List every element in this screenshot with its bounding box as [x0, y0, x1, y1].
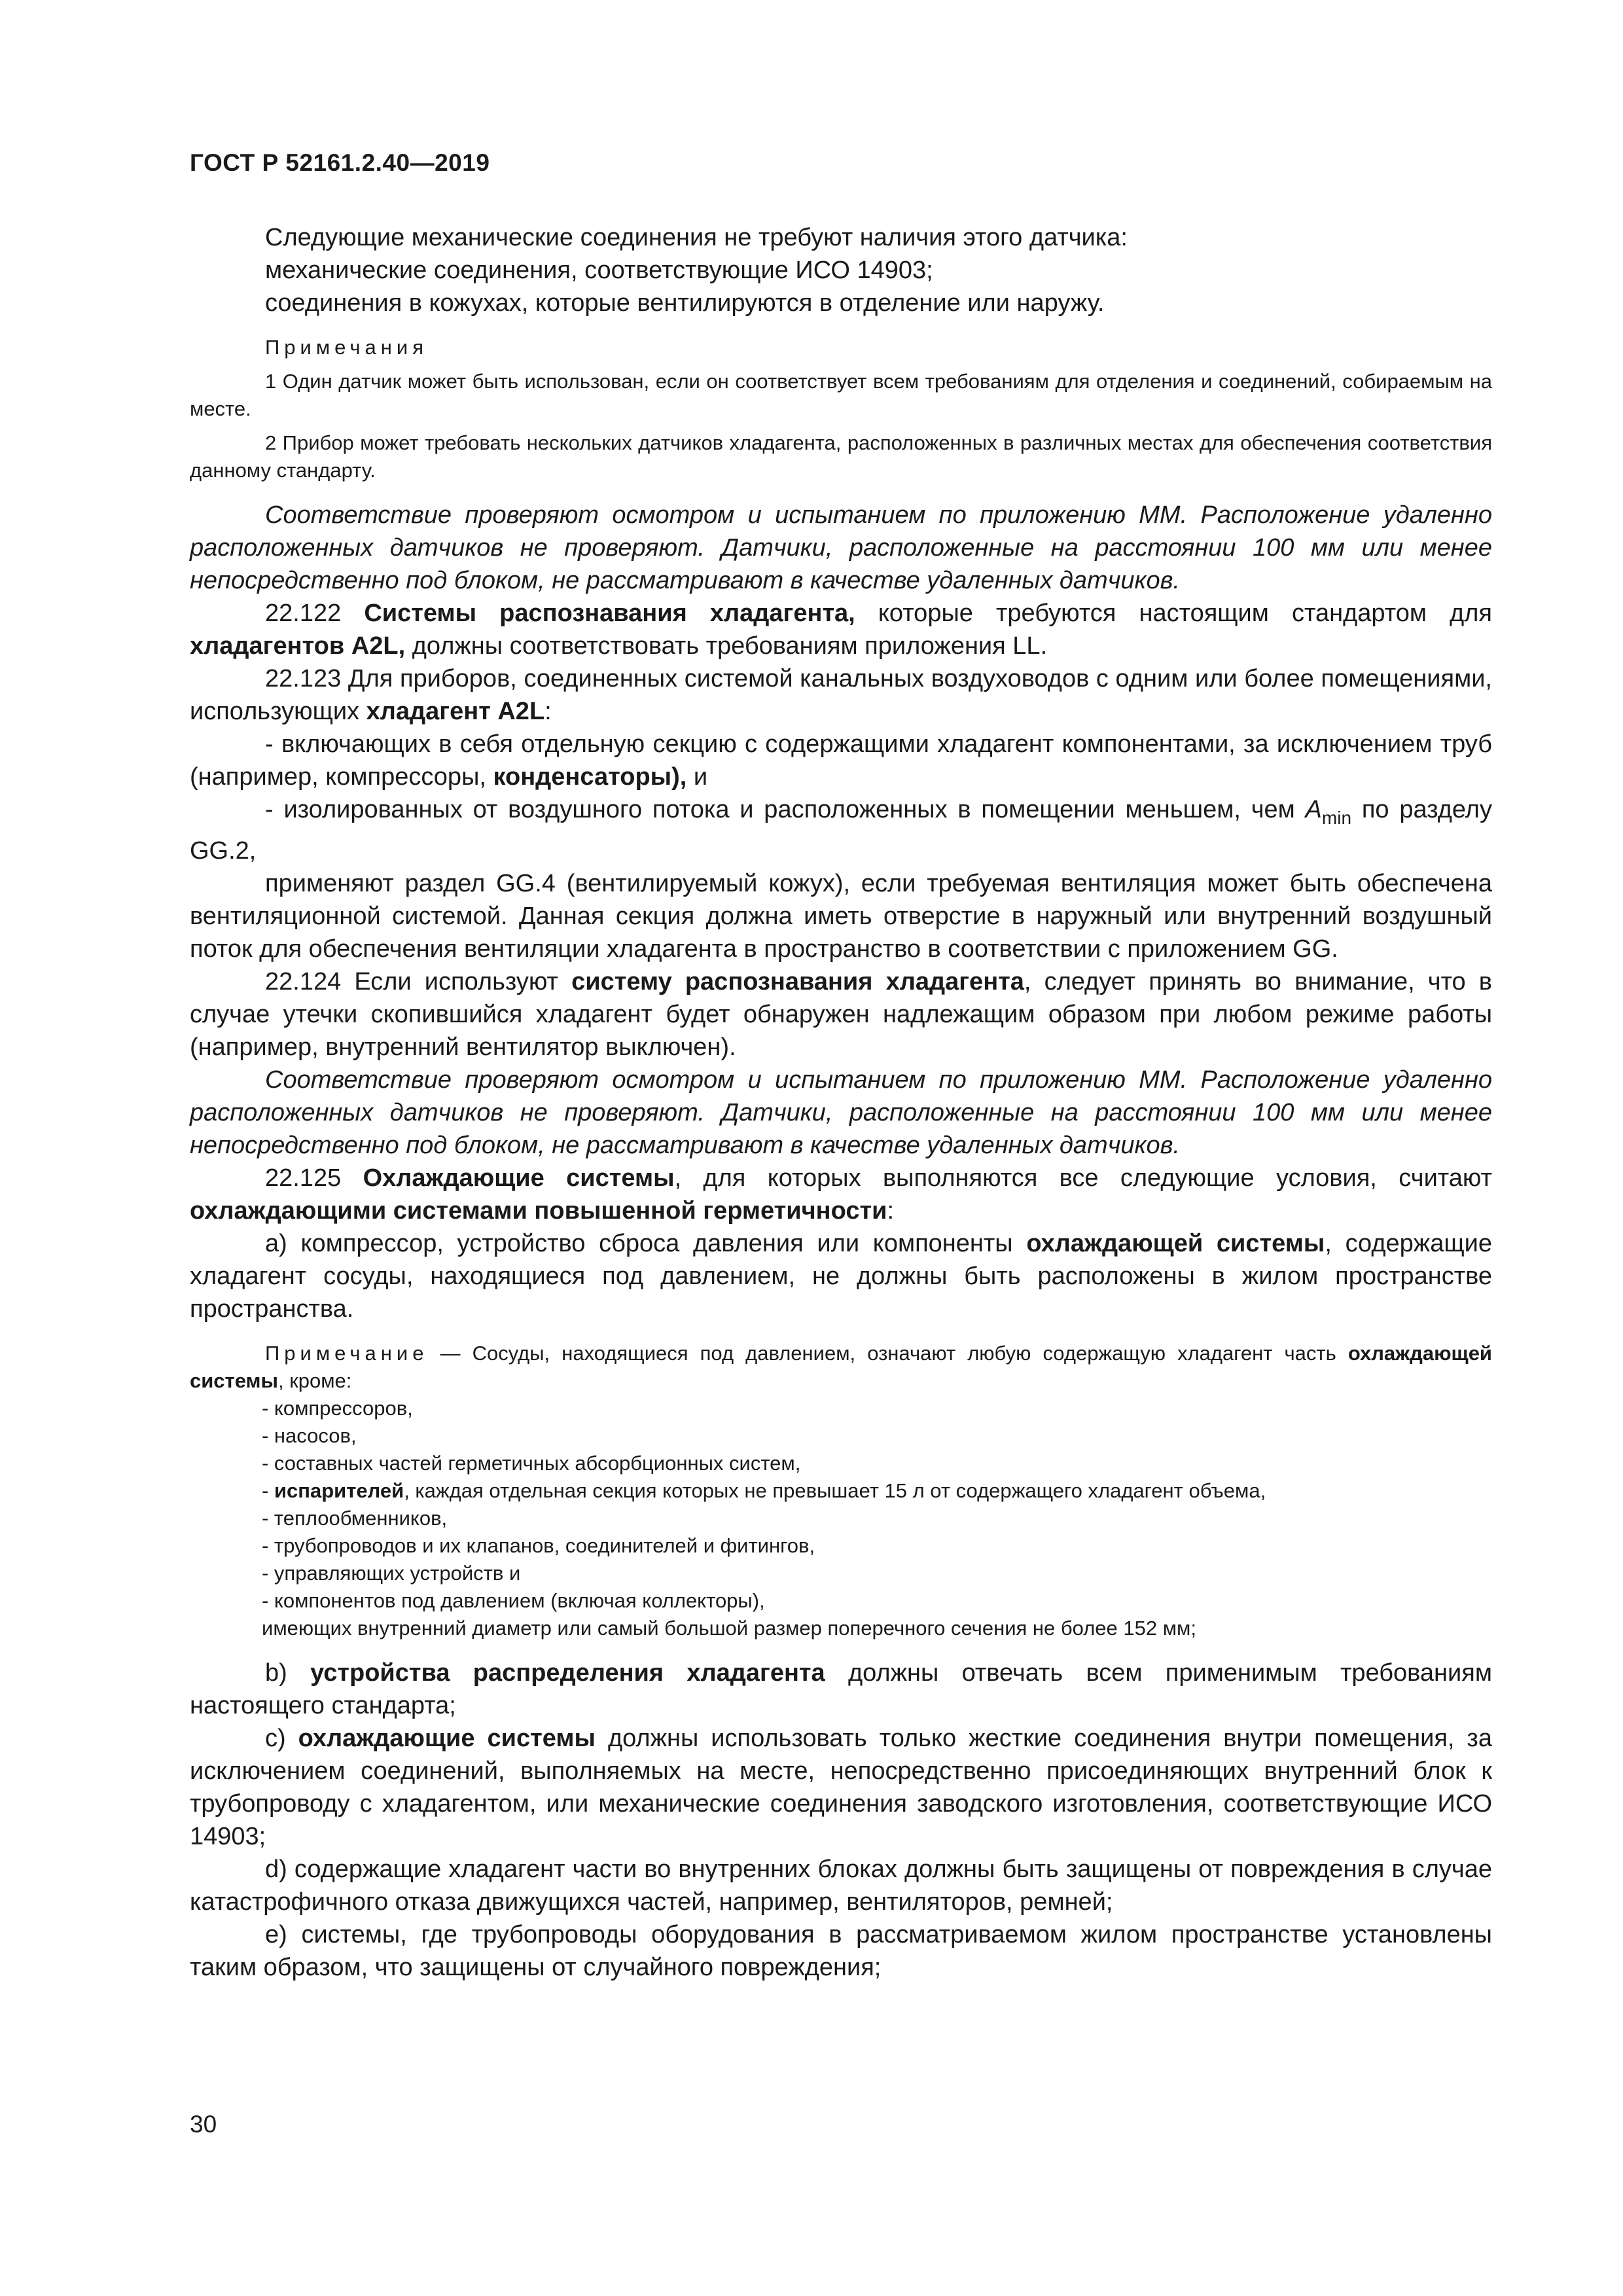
clause-22-123-item-1: - включающих в себя отдельную секцию с содержащими хладагент компонентами, за исключением труб (например, компрессоры, конденсаторы), и: [190, 730, 1492, 791]
clause-22-123-item-2: - изолированных от воздушного потока и расположенных в помещении меньшем, чем $A_{min}$ по разделу GG.2,: [190, 796, 1492, 865]
clause-22-125-b: b) устройства распределения хладагента должны отвечать всем применимым требованиям настоящего стандарта;: [190, 1659, 1492, 1719]
exclusion-list-item: - насосов,: [262, 1424, 357, 1447]
clause-22-125-d: d) содержащие хладагент части во внутренних блоках должны быть защищены от повреждения в случае катастрофичного отказа движущихся частей, например, вентиляторов, ремней;: [190, 1856, 1492, 1916]
compliance-paragraph-2: Соответствие проверяют осмотром и испытанием по приложению ММ. Расположение удаленно расположенных датчиков не проверяют. Датчики, расположенные на расстоянии 100 мм или менее непосредственно под блоком, не рассматривают в качестве удаленных датчиков.: [190, 1066, 1492, 1159]
notes-heading: Примечания: [265, 336, 428, 359]
compliance-paragraph-1: Соответствие проверяют осмотром и испытанием по приложению ММ. Расположение удаленно расположенных датчиков не проверяют. Датчики, расположенные на расстоянии 100 мм или менее непосредственно под блоком, не рассматривают в качестве удаленных датчиков.: [190, 501, 1492, 594]
clause-22-125-c: c) охлаждающие системы должны использовать только жесткие соединения внутри помещения, за исключением соединений, выполняемых на месте, непосредственно присоединяющих внутренний блок к трубопроводу с хладагентом, или механические соединения заводского изготовления, соответствующие ИСО 14903;: [190, 1725, 1492, 1850]
page-body: [190, 221, 1492, 1984]
clause-22-122: 22.122 Системы распознавания хладагента, которые требуются настоящим стандартом для хладагентов A2L, должны соответствовать требованиям приложения LL.: [190, 600, 1492, 660]
exclusion-list-item: - теплообменников,: [262, 1507, 448, 1530]
exclusion-list-item: - составных частей герметичных абсорбционных систем,: [262, 1452, 801, 1475]
note-2: 2 Прибор может требовать нескольких датчиков хладагента, расположенных в различных местах для обеспечения соответствия данному стандарту.: [190, 431, 1492, 482]
clause-22-123-tail: применяют раздел GG.4 (вентилируемый кожух), если требуемая вентиляция может быть обеспечена вентиляционной системой. Данная секция должна иметь отверстие в наружный или внутренний воздушный поток для обеспечения вентиляции хладагента в пространство в соответствии с приложением GG.: [190, 870, 1492, 963]
exclusion-list-item: - управляющих устройств и: [262, 1562, 521, 1585]
intro-line-2: механические соединения, соответствующие ИСО 14903;: [265, 257, 933, 284]
intro-line-1: Следующие механические соединения не требуют наличия этого датчика:: [265, 224, 1128, 251]
exclusion-list-item: - компрессоров,: [262, 1397, 413, 1420]
intro-line-3: соединения в кожухах, которые вентилируются в отделение или наружу.: [265, 289, 1105, 317]
pressure-vessels-note: Примечание — Сосуды, находящиеся под давлением, означают любую содержащую хладагент часть охлаждающей системы, кроме:: [190, 1342, 1492, 1392]
page-number: 30: [190, 2111, 217, 2138]
exclusion-list-item: - трубопроводов и их клапанов, соединителей и фитингов,: [262, 1534, 815, 1557]
intro-block: [190, 221, 1492, 319]
note-1: 1 Один датчик может быть использован, если он соответствует всем требованиям для отделения и соединений, собираемым на месте.: [190, 370, 1492, 420]
standard-header: ГОСТ Р 52161.2.40—2019: [190, 149, 490, 176]
clause-22-123: 22.123 Для приборов, соединенных системой канальных воздуховодов с одним или более помещениями, использующих хладагент A2L:: [190, 665, 1492, 725]
clause-22-124: 22.124 Если используют систему распознавания хладагента, следует принять во внимание, что в случае утечки скопившийся хладагент будет обнаружен надлежащим образом при любом режиме работы (например, внутренний вентилятор выключен).: [190, 968, 1492, 1061]
clause-22-125-e: e) системы, где трубопроводы оборудования в рассматриваемом жилом пространстве установлены таким образом, что защищены от случайного повреждения;: [190, 1921, 1492, 1981]
clause-22-125: 22.125 Охлаждающие системы, для которых выполняются все следующие условия, считают охлаждающими системами повышенной герметичности:: [190, 1164, 1492, 1225]
exclusion-list-tail: имеющих внутренний диаметр или самый большой размер поперечного сечения не более 152 мм;: [262, 1617, 1196, 1640]
exclusion-list-item: - испарителей, каждая отдельная секция которых не превышает 15 л от содержащего хладагент объема,: [262, 1479, 1266, 1502]
exclusion-list-item: - компонентов под давлением (включая коллекторы),: [262, 1589, 765, 1612]
clause-22-125-a: a) компрессор, устройство сброса давления или компоненты охлаждающей системы, содержащие хладагент сосуды, находящиеся под давлением, не должны быть расположены в жилом пространстве пространства.: [190, 1230, 1492, 1323]
